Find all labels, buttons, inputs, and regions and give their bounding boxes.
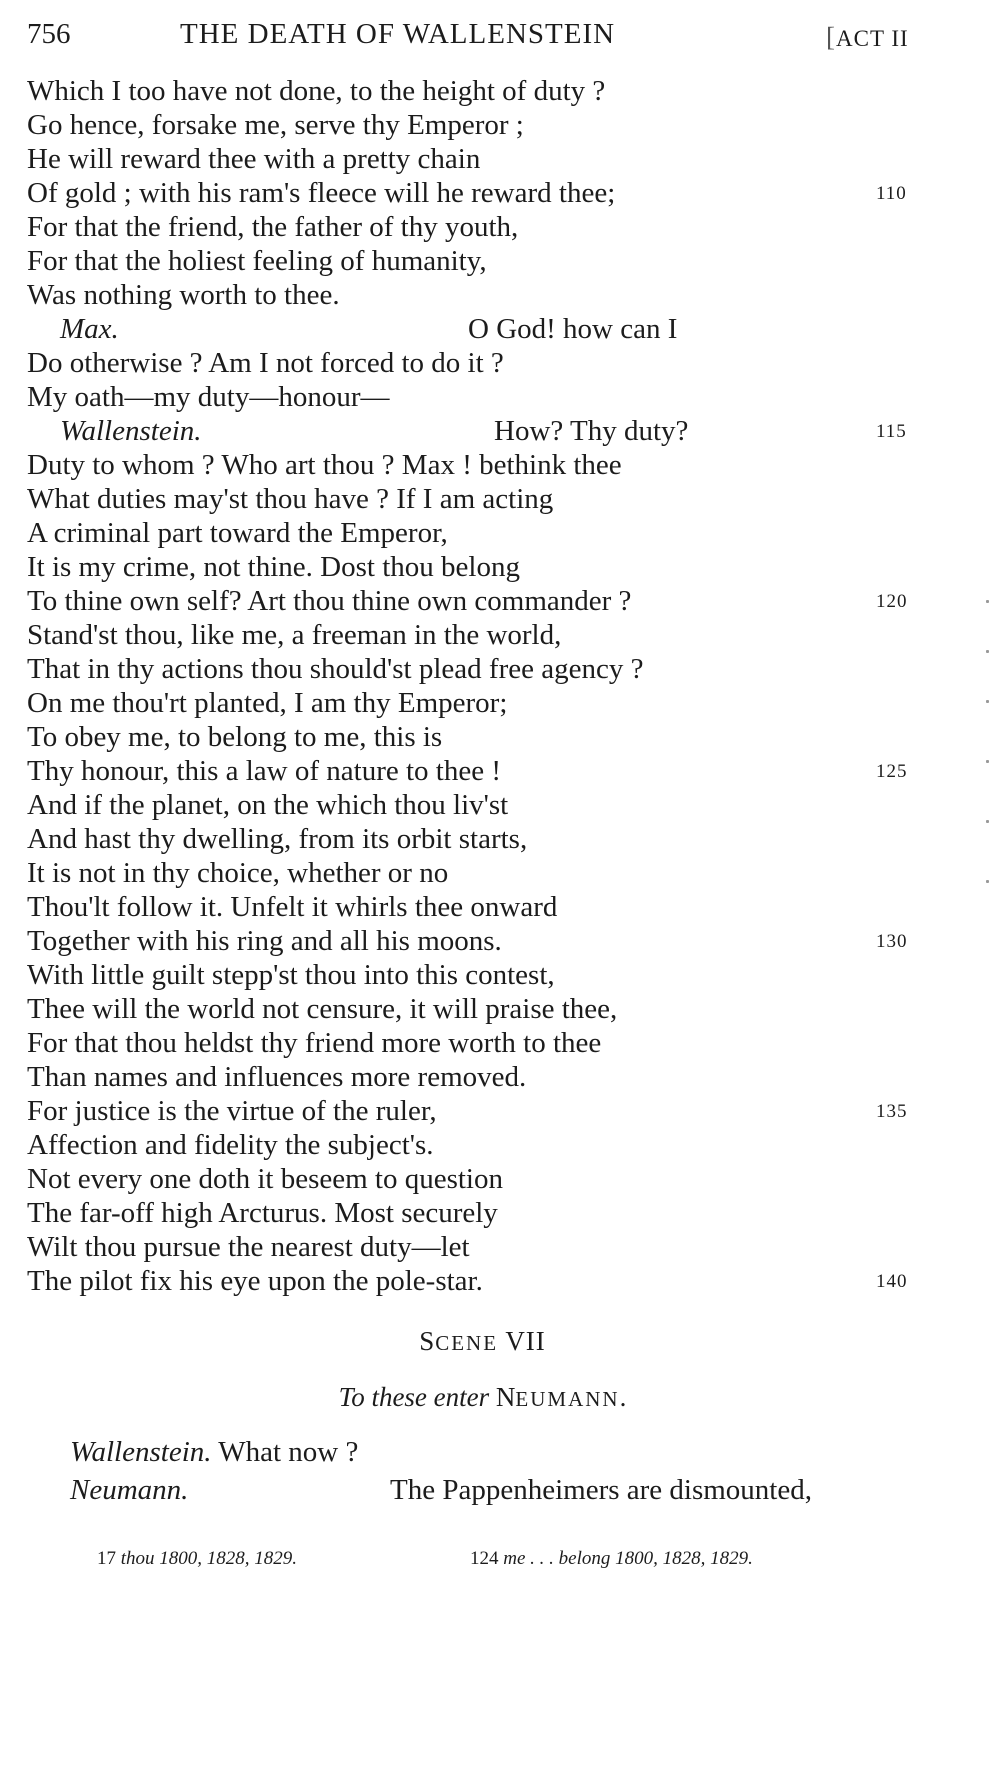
- stage-period: .: [619, 1382, 627, 1412]
- footnote-number: 17: [97, 1548, 116, 1569]
- verse-line: The pilot fix his eye upon the pole-star.: [27, 1265, 483, 1297]
- verse-line: Than names and influences more removed.: [27, 1061, 527, 1093]
- speaker-neumann: Neumann.: [70, 1474, 189, 1506]
- verse-line: He will reward thee with a pretty chain: [27, 143, 481, 175]
- verse-line: With little guilt stepp'st thou into this contest,: [27, 959, 555, 991]
- margin-specks: [982, 560, 994, 940]
- scene-heading: [0, 1326, 965, 1357]
- verse-line: Stand'st thou, like me, a freeman in the world,: [27, 619, 562, 651]
- act-label-text: ACT II: [836, 26, 909, 51]
- dialogue-text: What now ?: [218, 1436, 359, 1468]
- verse-line: Of gold ; with his ram's fleece will he reward thee;: [27, 177, 616, 209]
- page-number: 756: [27, 18, 71, 50]
- footnote-number: 124: [470, 1548, 499, 1569]
- speaker-wallenstein: Wallenstein.: [60, 415, 202, 447]
- stage-direction: [0, 1382, 965, 1413]
- verse-line: What duties may'st thou have ? If I am acting: [27, 483, 554, 515]
- scene-heading-numeral: VII: [505, 1326, 546, 1356]
- dialogue-line: [70, 1436, 358, 1469]
- verse-line: On me thou'rt planted, I am thy Emperor;: [27, 687, 508, 719]
- verse-line: Duty to whom ? Who art thou ? Max ! bethink thee: [27, 449, 622, 481]
- running-title: THE DEATH OF WALLENSTEIN: [180, 18, 616, 50]
- verse-line: A criminal part toward the Emperor,: [27, 517, 448, 549]
- verse-line: For that the friend, the father of thy youth,: [27, 211, 519, 243]
- line-number: 125: [876, 761, 908, 782]
- speck: [986, 880, 989, 883]
- line-number: 130: [876, 931, 908, 952]
- stage-name-smallcaps: EUMANN: [515, 1387, 620, 1411]
- running-header: [0, 18, 1000, 58]
- line-number: 140: [876, 1271, 908, 1292]
- footnote: [97, 1548, 297, 1570]
- stage-direction-italic: To these enter: [338, 1382, 490, 1412]
- speck: [986, 700, 989, 703]
- stage-name-initial: N: [495, 1382, 516, 1412]
- verse-line: Not every one doth it beseem to question: [27, 1163, 503, 1195]
- speck: [986, 820, 989, 823]
- speck: [986, 760, 989, 763]
- verse-line: And if the planet, on the which thou liv'st: [27, 789, 509, 821]
- line-number: 120: [876, 591, 908, 612]
- verse-line: Affection and fidelity the subject's.: [27, 1129, 434, 1161]
- footnote: [470, 1548, 753, 1570]
- verse-line: For that thou heldst thy friend more worth to thee: [27, 1027, 602, 1059]
- verse-line: Together with his ring and all his moons.: [27, 925, 502, 957]
- dialogue-text: The Pappenheimers are dismounted,: [390, 1474, 812, 1506]
- verse-line: For justice is the virtue of the ruler,: [27, 1095, 437, 1127]
- speck: [986, 600, 989, 603]
- footnote-text: me . . . belong 1800, 1828, 1829.: [503, 1548, 753, 1569]
- verse-line: It is my crime, not thine. Dost thou belong: [27, 551, 520, 583]
- verse-line: Do otherwise ? Am I not forced to do it ?: [27, 347, 504, 379]
- verse-line: Wilt thou pursue the nearest duty—let: [27, 1231, 470, 1263]
- scene-heading-smallcaps: CENE: [435, 1331, 499, 1355]
- verse-line: Was nothing worth to thee.: [27, 279, 340, 311]
- speck: [986, 650, 989, 653]
- act-label: [826, 22, 909, 53]
- line-number: 115: [876, 421, 907, 442]
- verse-line: Which I too have not done, to the height of duty ?: [27, 75, 606, 107]
- verse-line: To thine own self? Art thou thine own commander ?: [27, 585, 632, 617]
- scene-heading-initial: S: [419, 1326, 436, 1356]
- verse-line: Thy honour, this a law of nature to thee !: [27, 755, 501, 787]
- line-number: 110: [876, 183, 907, 204]
- verse-half-line: O God! how can I: [468, 313, 678, 345]
- verse-line: My oath—my duty—honour—: [27, 381, 390, 413]
- verse-line: Thee will the world not censure, it will praise thee,: [27, 993, 618, 1025]
- verse-half-line: How? Thy duty?: [494, 415, 689, 447]
- verse-line: And hast thy dwelling, from its orbit starts,: [27, 823, 528, 855]
- footnote-text: thou 1800, 1828, 1829.: [120, 1548, 298, 1569]
- verse-line: For that the holiest feeling of humanity,: [27, 245, 487, 277]
- verse-line: Thou'lt follow it. Unfelt it whirls thee onward: [27, 891, 558, 923]
- bracket-glyph: [: [826, 22, 836, 52]
- verse-line: To obey me, to belong to me, this is: [27, 721, 443, 753]
- verse-line: The far-off high Arcturus. Most securely: [27, 1197, 498, 1229]
- speaker-wallenstein: Wallenstein.: [70, 1436, 212, 1468]
- line-number: 135: [876, 1101, 908, 1122]
- verse-line: It is not in thy choice, whether or no: [27, 857, 449, 889]
- verse-line: Go hence, forsake me, serve thy Emperor ;: [27, 109, 524, 141]
- speaker-max: Max.: [60, 313, 119, 345]
- verse-line: That in thy actions thou should'st plead free agency ?: [27, 653, 644, 685]
